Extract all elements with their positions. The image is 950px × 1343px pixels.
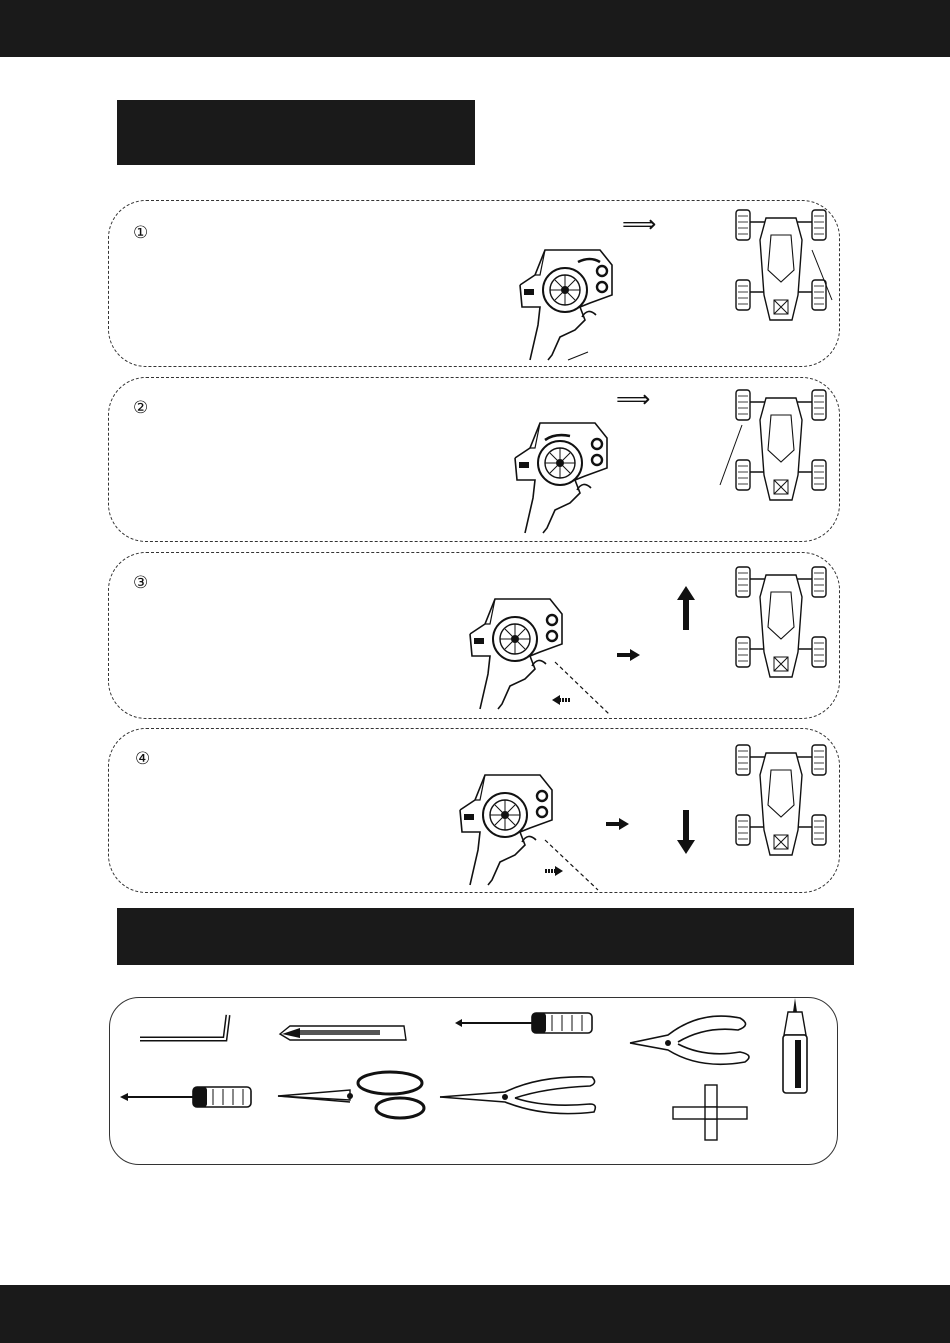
needle-nose-pliers-icon	[440, 1077, 595, 1114]
glue-bottle-icon	[783, 998, 807, 1093]
screwdriver-icon	[120, 1087, 251, 1107]
step-number: ②	[133, 398, 149, 418]
hex-key-icon	[140, 1015, 228, 1039]
utility-knife-icon	[280, 1026, 406, 1040]
result-arrow-icon: ⟹	[616, 385, 651, 413]
result-arrow-icon: ⟹	[622, 210, 657, 238]
scissors-icon	[278, 1072, 424, 1118]
side-cutters-icon	[630, 1016, 749, 1064]
small-screwdriver-icon	[455, 1013, 592, 1033]
step-number: ③	[133, 573, 149, 593]
cross-wrench-icon	[673, 1085, 747, 1140]
step-number: ④	[135, 749, 151, 769]
step-number: ①	[133, 223, 149, 243]
